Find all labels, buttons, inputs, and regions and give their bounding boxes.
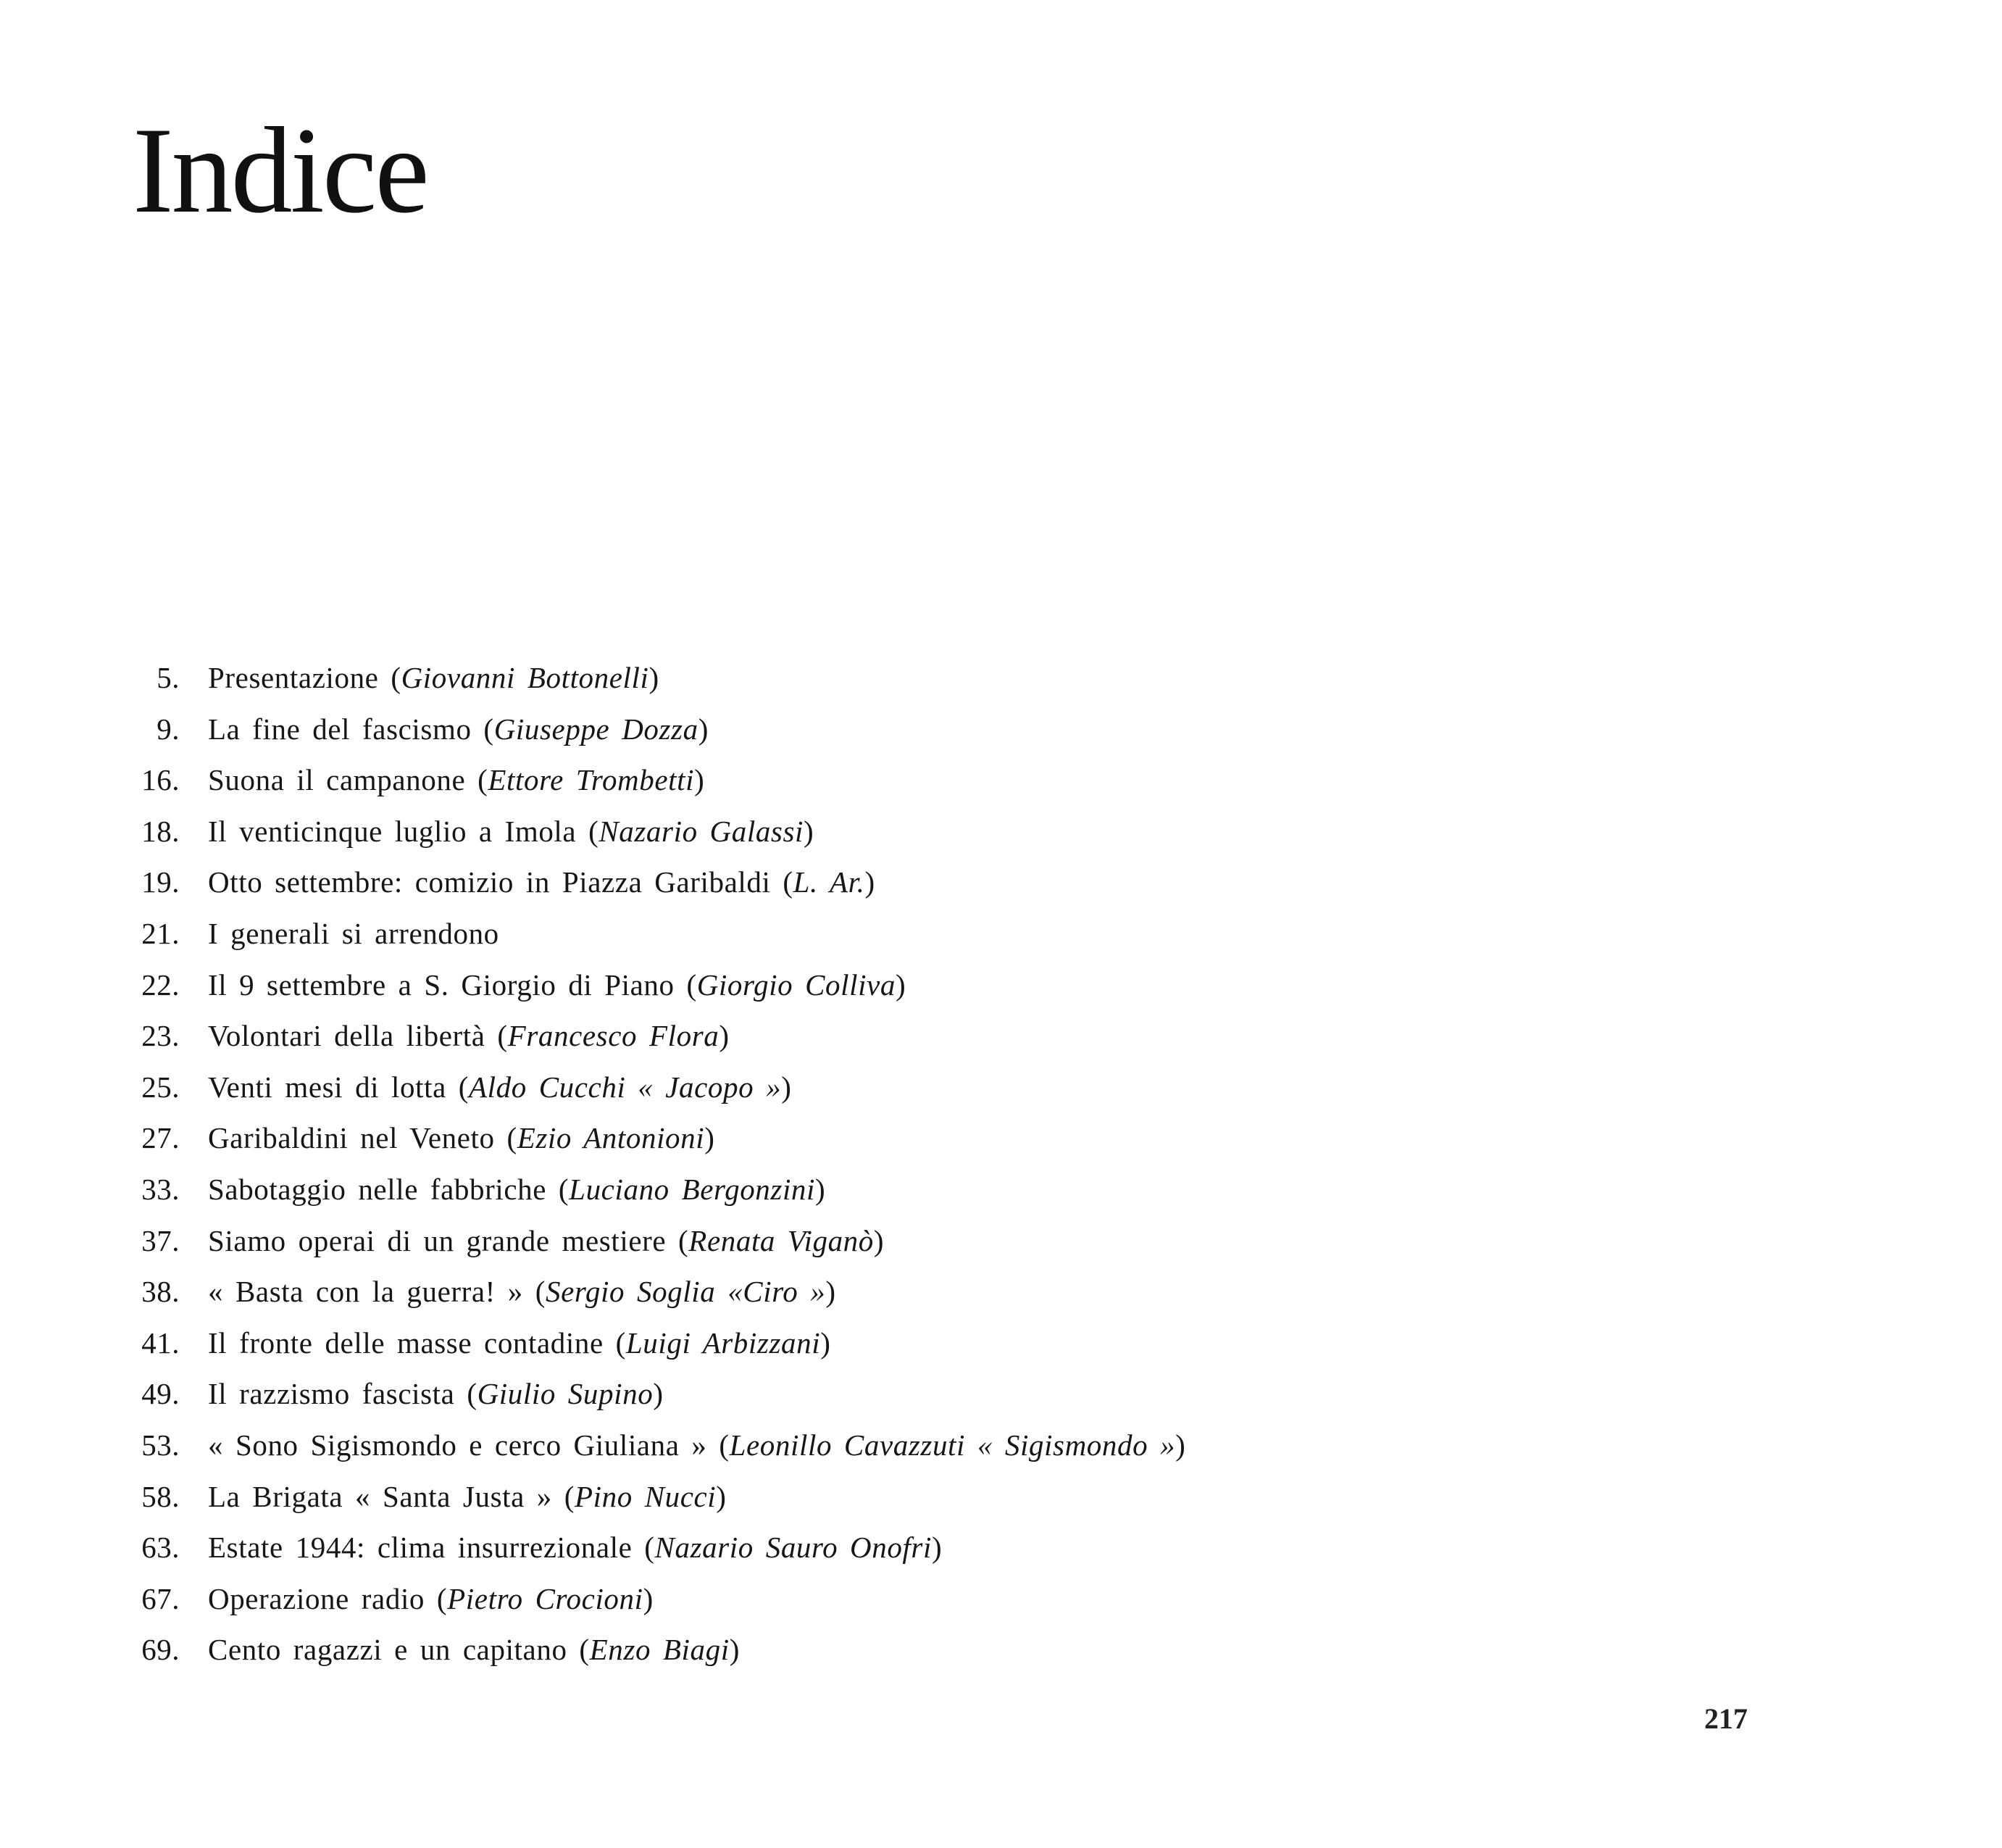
entry-title: Il 9 settembre a S. Giorgio di Piano bbox=[208, 967, 675, 1002]
entry-author: Aldo Cucchi « Jacopo » bbox=[469, 1070, 782, 1104]
entry-line: Suona il campanone (Ettore Trombetti) bbox=[208, 763, 705, 797]
entry-page-number: 5. bbox=[157, 661, 180, 694]
toc-entry bbox=[0, 758, 1449, 809]
entry-page-number: 21. bbox=[141, 916, 180, 950]
entry-author: Ezio Antonioni bbox=[517, 1121, 705, 1155]
entry-author: Giulio Supino bbox=[477, 1377, 654, 1411]
toc-entry bbox=[0, 1372, 1449, 1423]
entry-line: Il razzismo fascista (Giulio Supino) bbox=[208, 1377, 664, 1411]
entry-title: Sabotaggio nelle fabbriche bbox=[208, 1172, 547, 1206]
entry-line: Il venticinque luglio a Imola (Nazario Galassi) bbox=[208, 814, 814, 848]
entry-line: La fine del fascismo (Giuseppe Dozza) bbox=[208, 712, 709, 746]
toc-entry bbox=[0, 707, 1449, 759]
toc-entry bbox=[0, 656, 1449, 707]
page-number: 217 bbox=[1704, 1702, 1748, 1735]
entry-line: « Basta con la guerra! » (Sergio Soglia «Ciro ») bbox=[208, 1275, 836, 1309]
entry-title: Presentazione bbox=[208, 661, 379, 694]
entry-author: Sergio Soglia «Ciro » bbox=[546, 1275, 826, 1309]
entry-author: L. Ar. bbox=[793, 865, 865, 899]
entry-author: Nazario Sauro Onofri bbox=[654, 1531, 932, 1565]
entry-page-number: 63. bbox=[141, 1531, 180, 1565]
entry-title: Venti mesi di lotta bbox=[208, 1070, 446, 1104]
entry-title: Operazione radio bbox=[208, 1581, 425, 1615]
toc-entry bbox=[0, 1628, 1449, 1679]
entry-line: Siamo operai di un grande mestiere (Renata Viganò) bbox=[208, 1223, 885, 1257]
entry-page-number: 58. bbox=[141, 1479, 180, 1513]
entry-page-number: 37. bbox=[141, 1223, 180, 1257]
entry-page-number: 33. bbox=[141, 1172, 180, 1206]
entry-author: Renata Viganò bbox=[688, 1223, 874, 1257]
entry-line: Il fronte delle masse contadine (Luigi Arbizzani) bbox=[208, 1325, 831, 1360]
entry-author: Luigi Arbizzani bbox=[625, 1325, 821, 1360]
entry-author: Giuseppe Dozza bbox=[493, 712, 698, 746]
table-of-contents bbox=[0, 656, 1449, 1679]
entry-author: Nazario Galassi bbox=[598, 814, 804, 848]
entry-title: La fine del fascismo bbox=[208, 712, 472, 746]
entry-author: Pino Nucci bbox=[574, 1479, 717, 1513]
entry-line: Operazione radio (Pietro Crocioni) bbox=[208, 1581, 654, 1615]
entry-author: Giorgio Colliva bbox=[696, 967, 896, 1002]
toc-entry bbox=[0, 1475, 1449, 1526]
entry-author: Ettore Trombetti bbox=[488, 763, 695, 797]
entry-title: La Brigata « Santa Justa » bbox=[208, 1479, 552, 1513]
entry-title: Otto settembre: comizio in Piazza Garibaldi bbox=[208, 865, 771, 899]
entry-page-number: 38. bbox=[141, 1275, 180, 1309]
entry-title: Garibaldini nel Veneto bbox=[208, 1121, 495, 1155]
entry-page-number: 49. bbox=[141, 1377, 180, 1411]
toc-entry bbox=[0, 860, 1449, 912]
entry-title: Il razzismo fascista bbox=[208, 1377, 455, 1411]
entry-line: La Brigata « Santa Justa » (Pino Nucci) bbox=[208, 1479, 727, 1513]
entry-author: Enzo Biagi bbox=[589, 1633, 730, 1667]
entry-line: Otto settembre: comizio in Piazza Garibaldi (L. Ar.) bbox=[208, 865, 875, 899]
toc-entry bbox=[0, 1065, 1449, 1117]
entry-page-number: 18. bbox=[141, 814, 180, 848]
entry-line: Sabotaggio nelle fabbriche (Luciano Bergonzini) bbox=[208, 1172, 826, 1206]
entry-page-number: 53. bbox=[141, 1428, 180, 1462]
entry-line: Cento ragazzi e un capitano (Enzo Biagi) bbox=[208, 1633, 740, 1667]
entry-page-number: 69. bbox=[141, 1633, 180, 1667]
entry-line: Il 9 settembre a S. Giorgio di Piano (Giorgio Colliva) bbox=[208, 967, 906, 1002]
entry-page-number: 41. bbox=[141, 1325, 180, 1360]
entry-page-number: 25. bbox=[141, 1070, 180, 1104]
entry-title: Cento ragazzi e un capitano bbox=[208, 1633, 567, 1667]
entry-author: Francesco Flora bbox=[507, 1019, 720, 1053]
entry-page-number: 9. bbox=[157, 712, 180, 746]
entry-title: Estate 1944: clima insurrezionale bbox=[208, 1531, 633, 1565]
toc-entry bbox=[0, 1168, 1449, 1219]
entry-page-number: 67. bbox=[141, 1581, 180, 1615]
toc-entry bbox=[0, 1577, 1449, 1628]
entry-author: Pietro Crocioni bbox=[447, 1581, 643, 1615]
page-title: Indice bbox=[133, 102, 427, 238]
toc-entry bbox=[0, 1270, 1449, 1321]
entry-line: Volontari della libertà (Francesco Flora) bbox=[208, 1019, 730, 1053]
entry-line: Presentazione (Giovanni Bottonelli) bbox=[208, 661, 659, 694]
entry-page-number: 27. bbox=[141, 1121, 180, 1155]
entry-line bbox=[208, 912, 499, 955]
entry-page-number: 19. bbox=[141, 865, 180, 899]
entry-title: Siamo operai di un grande mestiere bbox=[208, 1223, 667, 1257]
entry-title: Volontari della libertà bbox=[208, 1019, 485, 1053]
toc-entry bbox=[0, 912, 1449, 963]
toc-entry bbox=[0, 963, 1449, 1015]
entry-title: Il fronte delle masse contadine bbox=[208, 1325, 604, 1360]
entry-author: Leonillo Cavazzuti « Sigismondo » bbox=[729, 1428, 1176, 1462]
entry-page-number: 23. bbox=[141, 1019, 180, 1053]
entry-title: Il venticinque luglio a Imola bbox=[208, 814, 577, 848]
toc-entry bbox=[0, 1526, 1449, 1577]
entry-title: « Basta con la guerra! » bbox=[208, 1275, 523, 1309]
entry-line: Venti mesi di lotta (Aldo Cucchi « Jacopo ») bbox=[208, 1070, 792, 1104]
toc-entry bbox=[0, 809, 1449, 861]
entry-page-number: 22. bbox=[141, 967, 180, 1002]
entry-line: « Sono Sigismondo e cerco Giuliana » (Leonillo Cavazzuti « Sigismondo ») bbox=[208, 1428, 1186, 1462]
toc-entry bbox=[0, 1014, 1449, 1065]
toc-entry bbox=[0, 1219, 1449, 1270]
entry-title: I generali si arrendono bbox=[208, 916, 499, 950]
toc-entry bbox=[0, 1423, 1449, 1475]
entry-author: Luciano Bergonzini bbox=[569, 1172, 816, 1206]
entry-line: Estate 1944: clima insurrezionale (Nazario Sauro Onofri) bbox=[208, 1531, 943, 1565]
entry-title: « Sono Sigismondo e cerco Giuliana » bbox=[208, 1428, 707, 1462]
entry-line: Garibaldini nel Veneto (Ezio Antonioni) bbox=[208, 1121, 715, 1155]
toc-entry bbox=[0, 1116, 1449, 1168]
entry-page-number: 16. bbox=[141, 763, 180, 797]
toc-entry bbox=[0, 1321, 1449, 1373]
entry-author: Giovanni Bottonelli bbox=[401, 661, 649, 694]
entry-title: Suona il campanone bbox=[208, 763, 466, 797]
